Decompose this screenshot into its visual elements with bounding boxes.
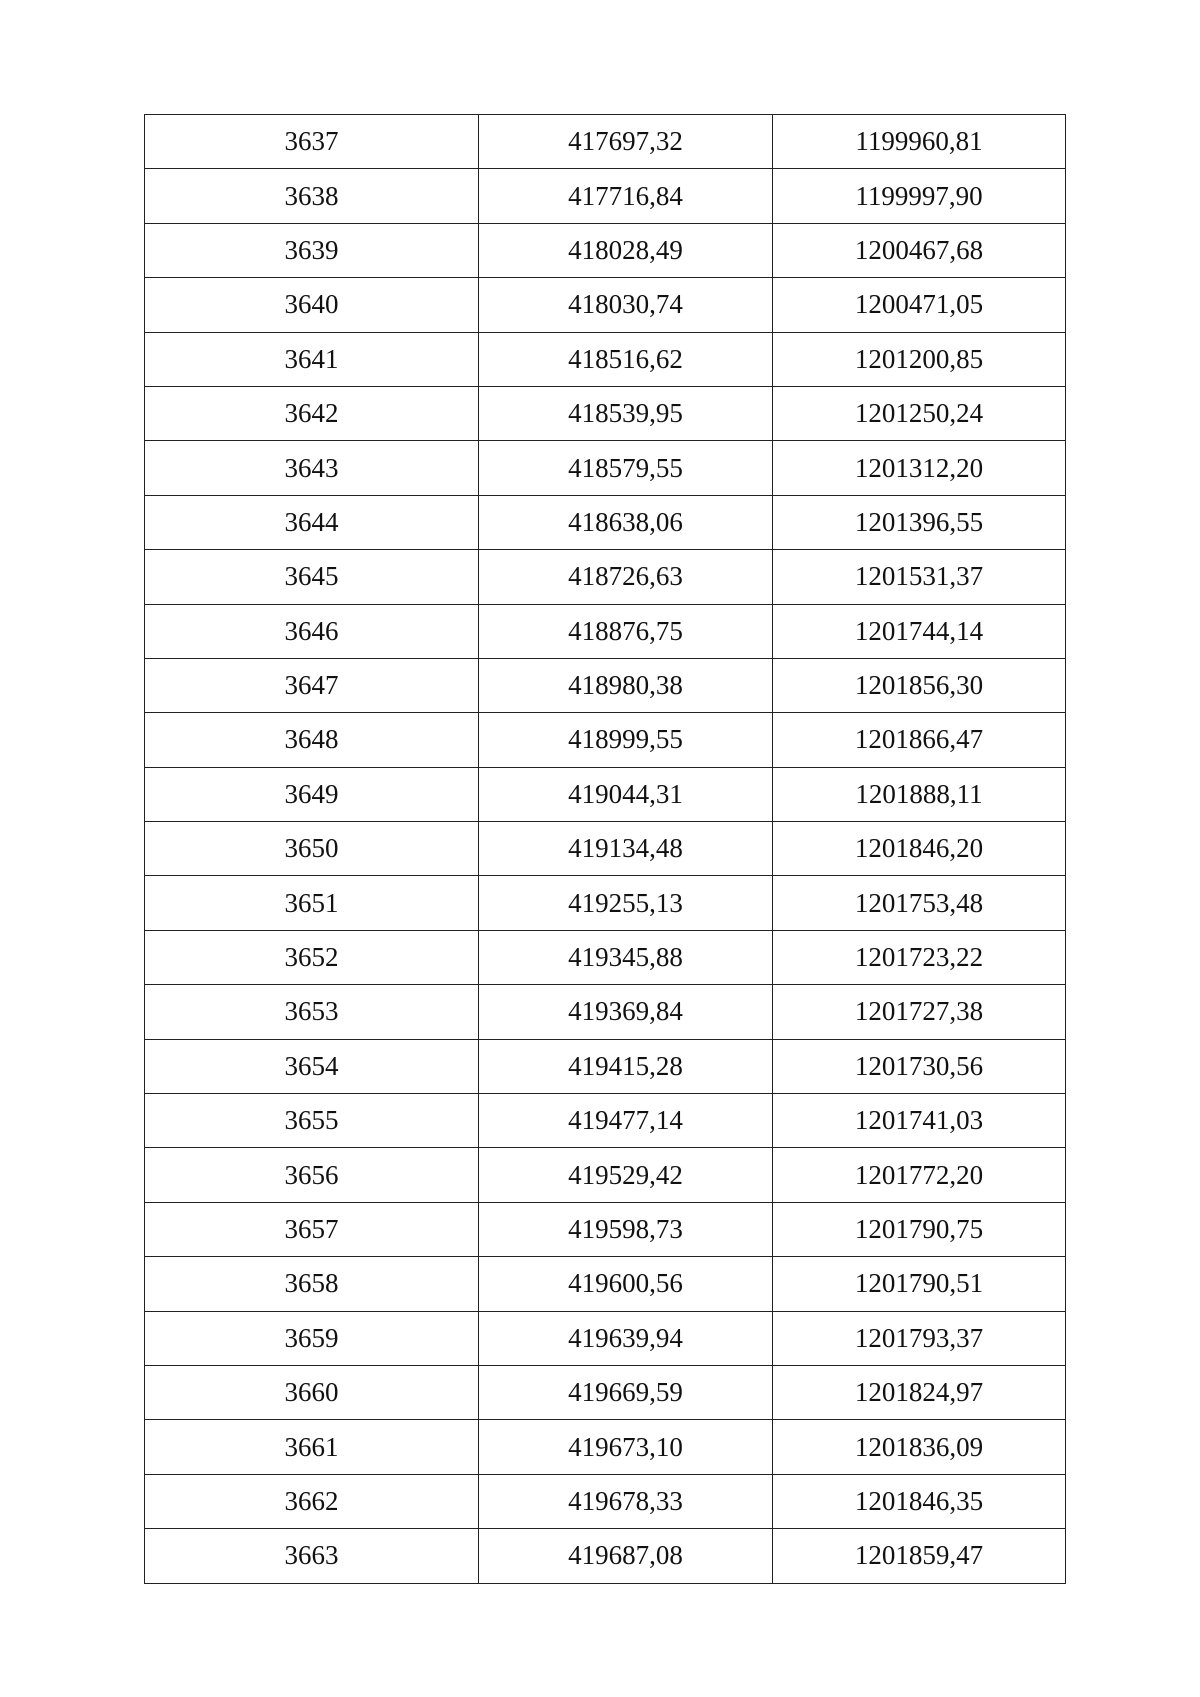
y-coordinate-cell: 1200471,05 <box>773 278 1066 332</box>
table-row <box>145 658 1066 712</box>
x-coordinate-cell: 418980,38 <box>479 658 773 712</box>
point-number-cell: 3640 <box>145 278 479 332</box>
x-coordinate-cell: 417697,32 <box>479 115 773 169</box>
y-coordinate-cell: 1201824,97 <box>773 1365 1066 1419</box>
y-coordinate-cell: 1201723,22 <box>773 930 1066 984</box>
point-number-cell: 3644 <box>145 495 479 549</box>
x-coordinate-cell: 419134,48 <box>479 822 773 876</box>
x-coordinate-cell: 419529,42 <box>479 1148 773 1202</box>
table-row <box>145 985 1066 1039</box>
point-number-cell: 3637 <box>145 115 479 169</box>
x-coordinate-cell: 418726,63 <box>479 550 773 604</box>
coordinates-table-body <box>145 115 1066 1584</box>
table-row <box>145 495 1066 549</box>
point-number-cell: 3658 <box>145 1257 479 1311</box>
table-row <box>145 1529 1066 1583</box>
table-row <box>145 332 1066 386</box>
y-coordinate-cell: 1201846,20 <box>773 822 1066 876</box>
y-coordinate-cell: 1199997,90 <box>773 169 1066 223</box>
table-row <box>145 767 1066 821</box>
x-coordinate-cell: 418999,55 <box>479 713 773 767</box>
y-coordinate-cell: 1201793,37 <box>773 1311 1066 1365</box>
x-coordinate-cell: 419600,56 <box>479 1257 773 1311</box>
point-number-cell: 3661 <box>145 1420 479 1474</box>
table-row <box>145 1420 1066 1474</box>
table-row <box>145 1094 1066 1148</box>
x-coordinate-cell: 417716,84 <box>479 169 773 223</box>
point-number-cell: 3642 <box>145 386 479 440</box>
table-row <box>145 169 1066 223</box>
x-coordinate-cell: 418876,75 <box>479 604 773 658</box>
point-number-cell: 3651 <box>145 876 479 930</box>
x-coordinate-cell: 419687,08 <box>479 1529 773 1583</box>
x-coordinate-cell: 418638,06 <box>479 495 773 549</box>
x-coordinate-cell: 419255,13 <box>479 876 773 930</box>
y-coordinate-cell: 1201753,48 <box>773 876 1066 930</box>
x-coordinate-cell: 419673,10 <box>479 1420 773 1474</box>
point-number-cell: 3659 <box>145 1311 479 1365</box>
table-row <box>145 822 1066 876</box>
y-coordinate-cell: 1201200,85 <box>773 332 1066 386</box>
y-coordinate-cell: 1201790,75 <box>773 1202 1066 1256</box>
table-row <box>145 1257 1066 1311</box>
y-coordinate-cell: 1201531,37 <box>773 550 1066 604</box>
point-number-cell: 3650 <box>145 822 479 876</box>
point-number-cell: 3654 <box>145 1039 479 1093</box>
point-number-cell: 3652 <box>145 930 479 984</box>
point-number-cell: 3638 <box>145 169 479 223</box>
point-number-cell: 3643 <box>145 441 479 495</box>
y-coordinate-cell: 1201859,47 <box>773 1529 1066 1583</box>
x-coordinate-cell: 418539,95 <box>479 386 773 440</box>
point-number-cell: 3645 <box>145 550 479 604</box>
table-row <box>145 1365 1066 1419</box>
table-row <box>145 441 1066 495</box>
table-row <box>145 386 1066 440</box>
table-row <box>145 604 1066 658</box>
y-coordinate-cell: 1201396,55 <box>773 495 1066 549</box>
point-number-cell: 3649 <box>145 767 479 821</box>
y-coordinate-cell: 1200467,68 <box>773 223 1066 277</box>
y-coordinate-cell: 1201772,20 <box>773 1148 1066 1202</box>
table-row <box>145 1039 1066 1093</box>
point-number-cell: 3657 <box>145 1202 479 1256</box>
table-row <box>145 223 1066 277</box>
point-number-cell: 3641 <box>145 332 479 386</box>
table-row <box>145 1311 1066 1365</box>
point-number-cell: 3663 <box>145 1529 479 1583</box>
table-row <box>145 876 1066 930</box>
y-coordinate-cell: 1201888,11 <box>773 767 1066 821</box>
x-coordinate-cell: 418028,49 <box>479 223 773 277</box>
table-row <box>145 1148 1066 1202</box>
table-row <box>145 713 1066 767</box>
table-row <box>145 1202 1066 1256</box>
y-coordinate-cell: 1201866,47 <box>773 713 1066 767</box>
y-coordinate-cell: 1201846,35 <box>773 1474 1066 1528</box>
point-number-cell: 3655 <box>145 1094 479 1148</box>
x-coordinate-cell: 419369,84 <box>479 985 773 1039</box>
y-coordinate-cell: 1201312,20 <box>773 441 1066 495</box>
x-coordinate-cell: 419477,14 <box>479 1094 773 1148</box>
x-coordinate-cell: 419345,88 <box>479 930 773 984</box>
table-row <box>145 115 1066 169</box>
x-coordinate-cell: 419598,73 <box>479 1202 773 1256</box>
x-coordinate-cell: 419678,33 <box>479 1474 773 1528</box>
point-number-cell: 3648 <box>145 713 479 767</box>
point-number-cell: 3653 <box>145 985 479 1039</box>
point-number-cell: 3660 <box>145 1365 479 1419</box>
x-coordinate-cell: 419669,59 <box>479 1365 773 1419</box>
table-row <box>145 278 1066 332</box>
point-number-cell: 3662 <box>145 1474 479 1528</box>
point-number-cell: 3647 <box>145 658 479 712</box>
table-row <box>145 1474 1066 1528</box>
y-coordinate-cell: 1201741,03 <box>773 1094 1066 1148</box>
point-number-cell: 3656 <box>145 1148 479 1202</box>
y-coordinate-cell: 1201250,24 <box>773 386 1066 440</box>
y-coordinate-cell: 1201727,38 <box>773 985 1066 1039</box>
y-coordinate-cell: 1201836,09 <box>773 1420 1066 1474</box>
point-number-cell: 3639 <box>145 223 479 277</box>
y-coordinate-cell: 1201856,30 <box>773 658 1066 712</box>
x-coordinate-cell: 418030,74 <box>479 278 773 332</box>
y-coordinate-cell: 1201744,14 <box>773 604 1066 658</box>
y-coordinate-cell: 1201730,56 <box>773 1039 1066 1093</box>
y-coordinate-cell: 1201790,51 <box>773 1257 1066 1311</box>
y-coordinate-cell: 1199960,81 <box>773 115 1066 169</box>
x-coordinate-cell: 418516,62 <box>479 332 773 386</box>
table-row <box>145 550 1066 604</box>
x-coordinate-cell: 418579,55 <box>479 441 773 495</box>
x-coordinate-cell: 419415,28 <box>479 1039 773 1093</box>
coordinates-table <box>144 114 1066 1584</box>
x-coordinate-cell: 419639,94 <box>479 1311 773 1365</box>
table-row <box>145 930 1066 984</box>
x-coordinate-cell: 419044,31 <box>479 767 773 821</box>
point-number-cell: 3646 <box>145 604 479 658</box>
